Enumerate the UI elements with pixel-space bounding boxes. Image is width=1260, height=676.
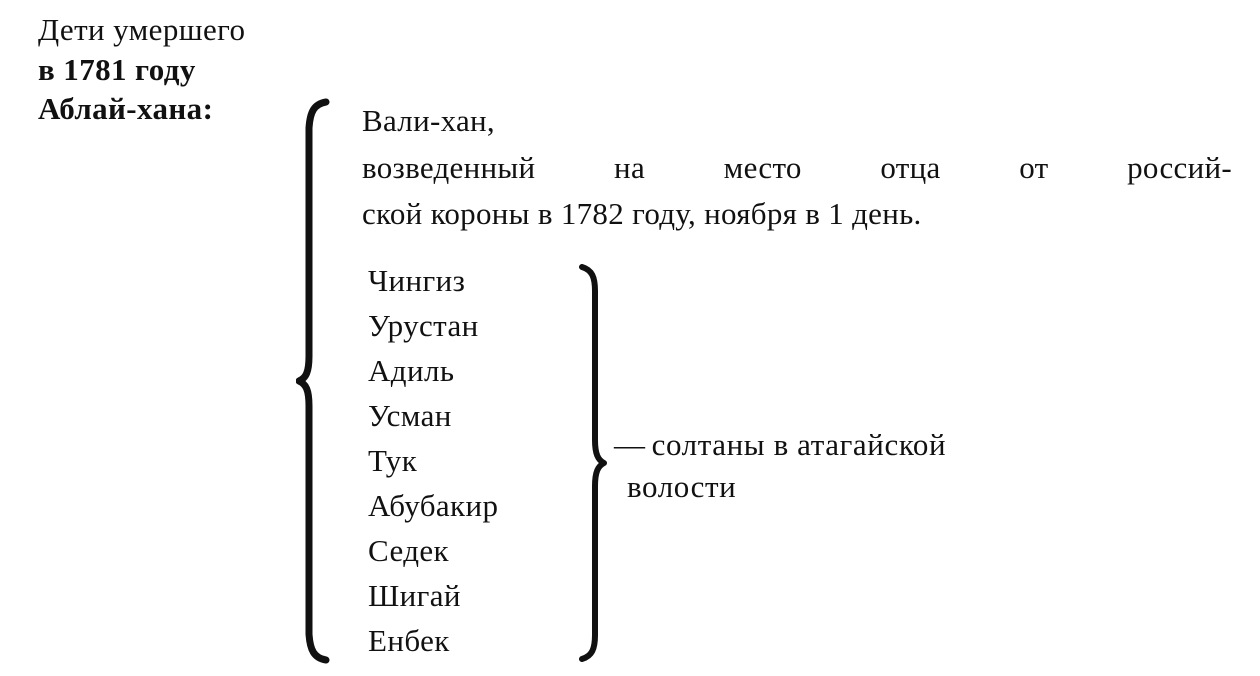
list-item: Енбек [368, 623, 450, 658]
outer-curly-brace-icon [296, 98, 330, 664]
list-item: Адиль [368, 353, 455, 388]
list-item: Чингиз [368, 263, 466, 298]
list-item: Абубакир [368, 488, 499, 523]
heading-line-3: Аблай-хана: [38, 91, 214, 127]
entry-line-2: возведенный на место отца от россий- [362, 149, 1232, 185]
heading-line-2: в 1781 году [38, 51, 196, 87]
page-title [38, 10, 328, 129]
heading-line-1: Дети умершего [38, 12, 246, 47]
sons-name-list [368, 262, 498, 667]
entry-line-3: ской короны в 1782 году, ноября в 1 день. [362, 196, 922, 231]
entry-vali-khan [362, 98, 1232, 238]
list-item: Усман [368, 398, 452, 433]
annotation-line-1: солтаны в атагайской [651, 427, 947, 462]
inner-curly-brace-icon [578, 264, 608, 662]
list-item: Урустан [368, 308, 479, 343]
list-item: Шигай [368, 578, 461, 613]
sons-annotation [614, 424, 1174, 508]
list-item: Тук [368, 443, 418, 478]
entry-line-1: Вали-хан, [362, 103, 495, 138]
annotation-line-2: волости [627, 468, 737, 504]
list-item: Седек [368, 533, 449, 568]
em-dash-icon: — [614, 427, 646, 462]
